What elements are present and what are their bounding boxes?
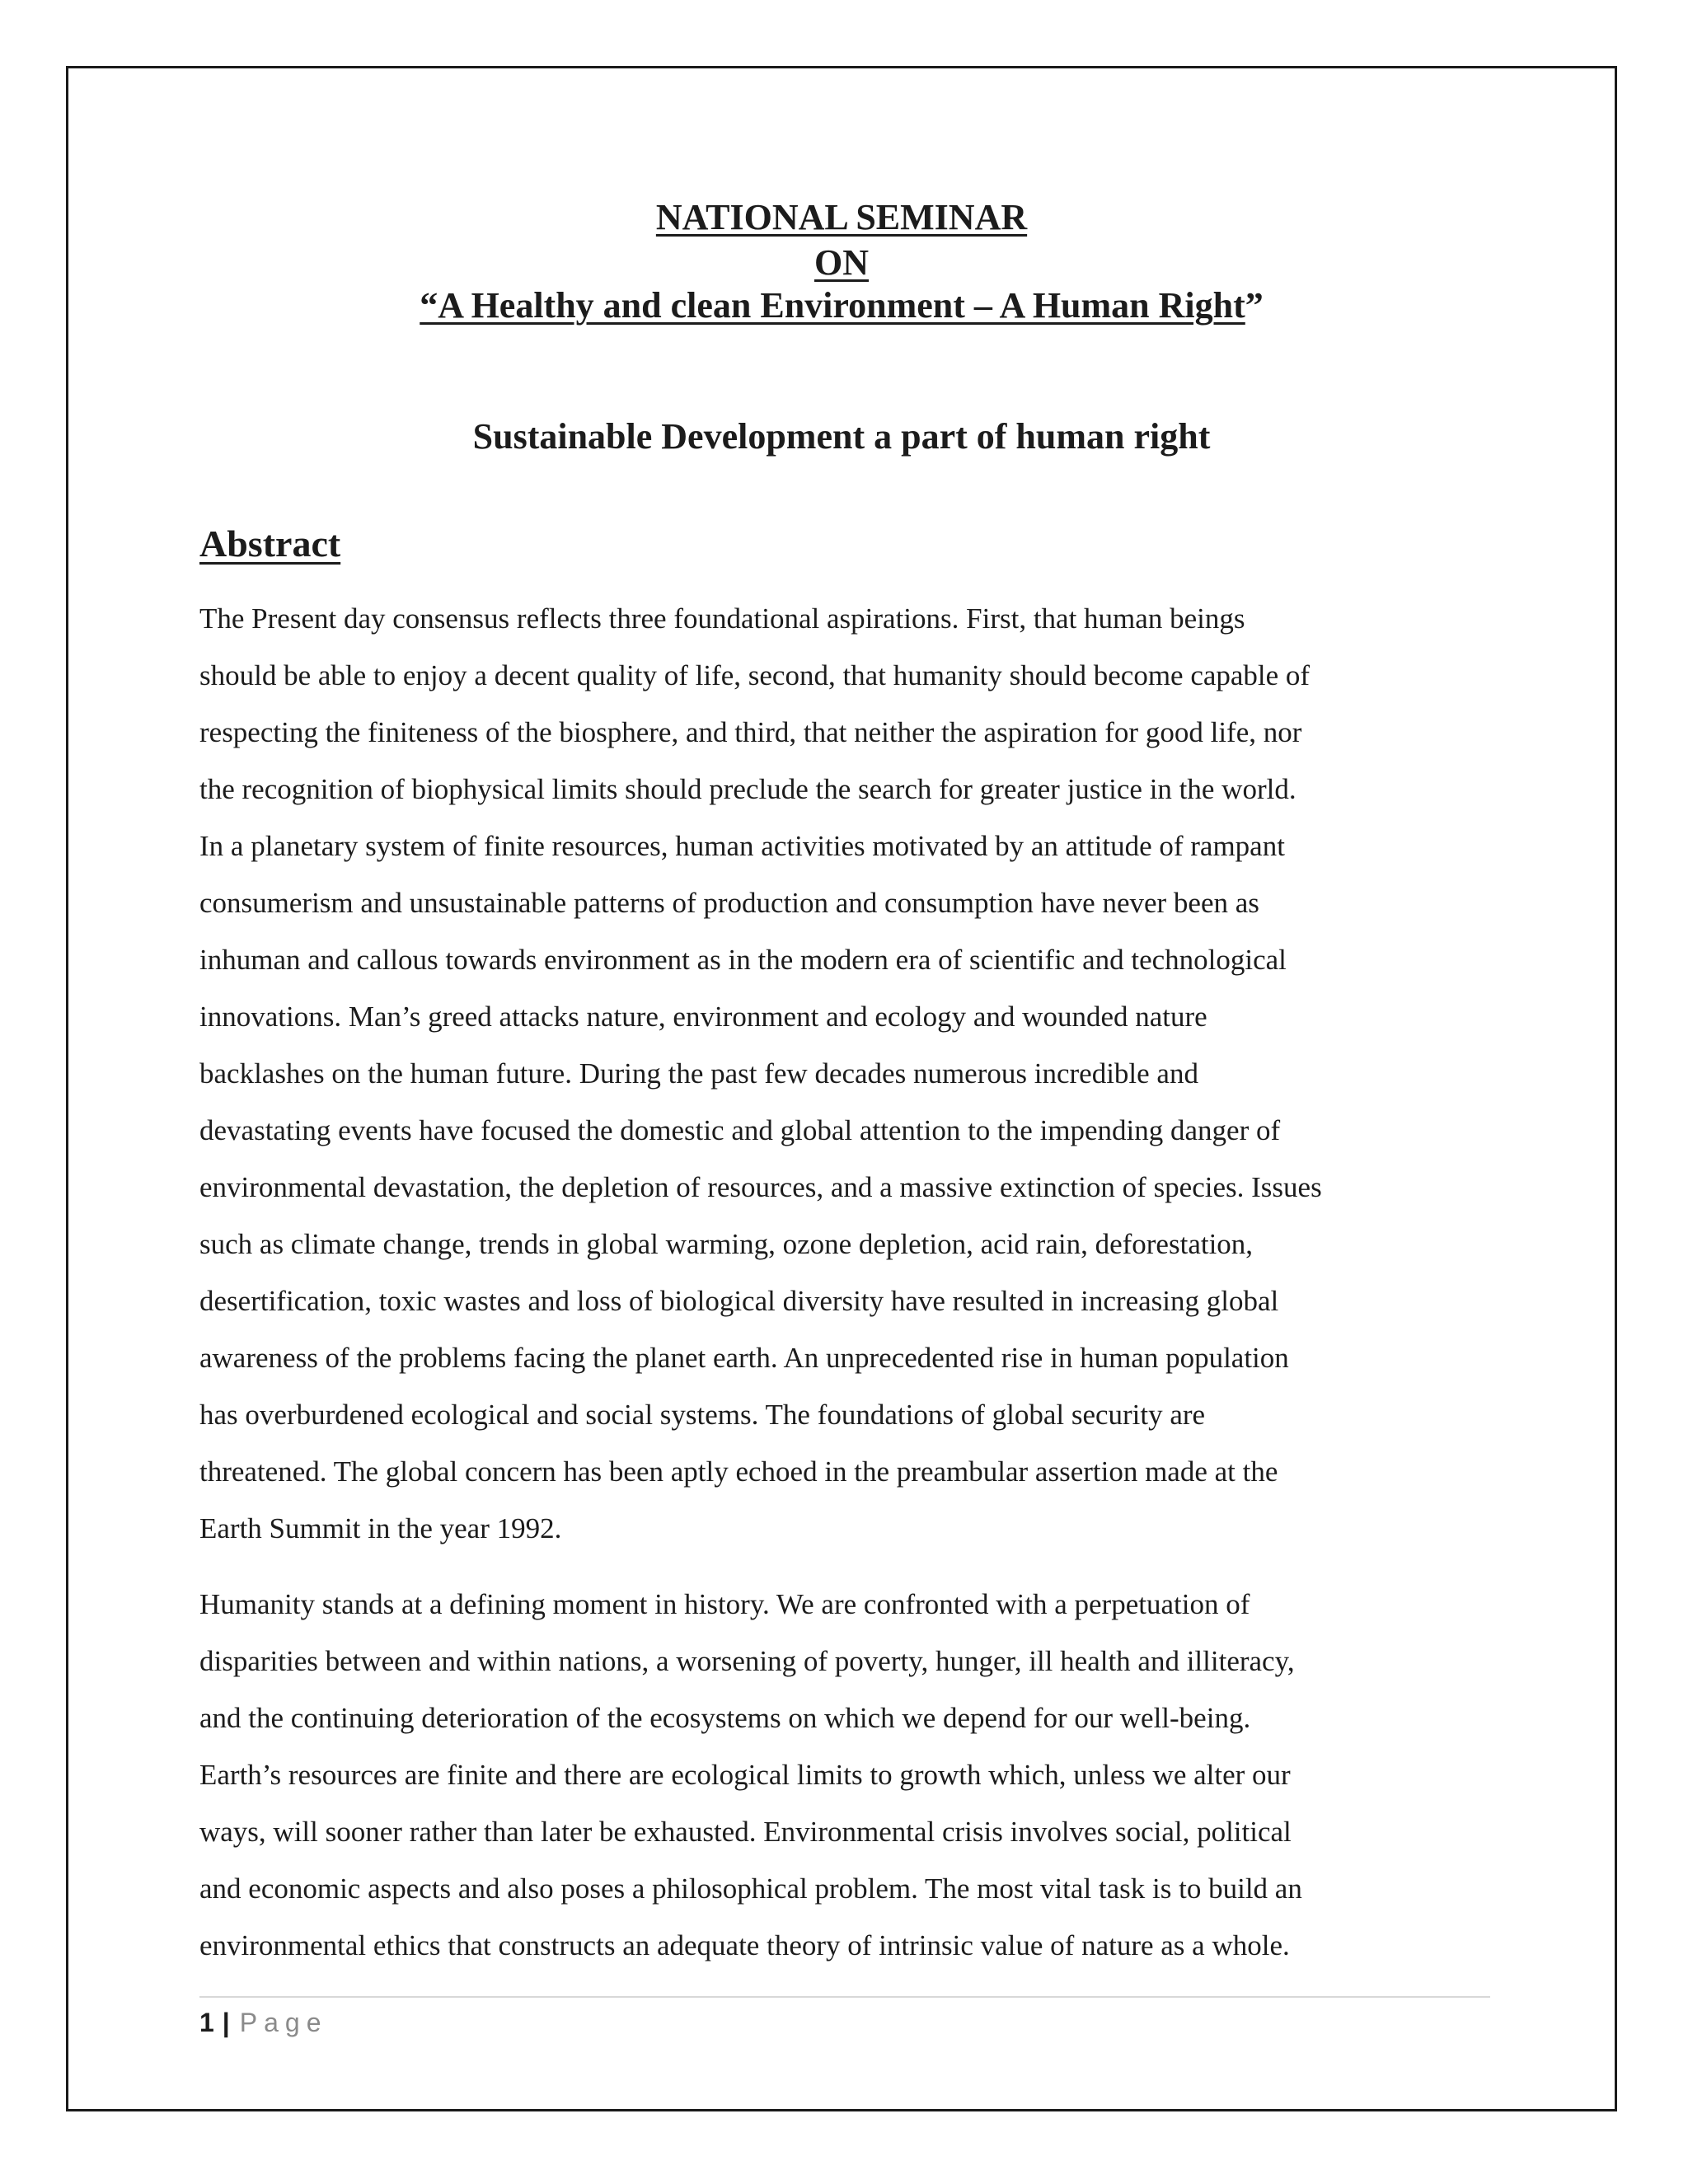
abstract-paragraph-1 — [199, 590, 1518, 1557]
text-line: The Present day consensus reflects three foundational aspirations. First, that human beings — [199, 602, 1245, 635]
text-line: Humanity stands at a defining moment in history. We are confronted with a perpetuation of — [199, 1588, 1250, 1620]
text-line: Earth Summit in the year 1992. — [199, 1512, 562, 1544]
text-line: environmental ethics that constructs an adequate theory of intrinsic value of nature as a whole. — [199, 1929, 1290, 1961]
text-line: such as climate change, trends in global warming, ozone depletion, acid rain, deforestation, — [199, 1228, 1254, 1260]
page-footer — [199, 2004, 327, 2041]
text-line: should be able to enjoy a decent quality of life, second, that humanity should become capable of — [199, 659, 1311, 691]
text-line: innovations. Man’s greed attacks nature, environment and ecology and wounded nature — [199, 1001, 1207, 1033]
footer-separator: | — [222, 2008, 230, 2037]
seminar-theme-closing-quote: ” — [1245, 285, 1264, 326]
paper-title: Sustainable Development a part of human right — [472, 416, 1211, 457]
text-line: the recognition of biophysical limits should preclude the search for greater justice in the world. — [199, 773, 1296, 805]
text-line: and economic aspects and also poses a philosophical problem. The most vital task is to build an — [199, 1872, 1302, 1905]
text-line: and the continuing deterioration of the ecosystems on which we depend for our well-being. — [199, 1702, 1251, 1734]
text-line: backlashes on the human future. During the past few decades numerous incredible and — [199, 1057, 1198, 1090]
seminar-title-line-2: ON — [814, 242, 869, 283]
seminar-title-line-1: NATIONAL SEMINAR — [655, 197, 1028, 237]
seminar-theme: “A Healthy and clean Environment – A Human Right — [420, 285, 1245, 326]
text-line: consumerism and unsustainable patterns of production and consumption have never been as — [199, 887, 1259, 919]
text-line: Earth’s resources are finite and there are ecological limits to growth which, unless we alter our — [199, 1759, 1291, 1791]
text-line: has overburdened ecological and social systems. The foundations of global security are — [199, 1399, 1206, 1431]
footer-divider — [199, 1996, 1490, 1998]
text-line: In a planetary system of finite resources, human activities motivated by an attitude of rampant — [199, 830, 1285, 862]
page-number: 1 — [199, 2008, 214, 2037]
text-line: environmental devastation, the depletion of resources, and a massive extinction of species. Issues — [199, 1171, 1322, 1203]
abstract-paragraph-2 — [199, 1576, 1518, 1974]
text-line: respecting the finiteness of the biosphere, and third, that neither the aspiration for good life, nor — [199, 716, 1302, 748]
text-line: disparities between and within nations, a worsening of poverty, hunger, ill health and illiteracy, — [199, 1645, 1295, 1677]
text-line: threatened. The global concern has been aptly echoed in the preambular assertion made at the — [199, 1455, 1278, 1488]
page-label: Page — [239, 2008, 328, 2037]
text-line: devastating events have focused the domestic and global attention to the impending danger of — [199, 1114, 1281, 1146]
abstract-heading: Abstract — [199, 523, 341, 565]
text-line: ways, will sooner rather than later be exhausted. Environmental crisis involves social, political — [199, 1816, 1292, 1848]
text-line: awareness of the problems facing the planet earth. An unprecedented rise in human population — [199, 1342, 1289, 1374]
text-line: desertification, toxic wastes and loss of biological diversity have resulted in increasing global — [199, 1285, 1279, 1317]
text-line: inhuman and callous towards environment as in the modern era of scientific and technological — [199, 944, 1287, 976]
